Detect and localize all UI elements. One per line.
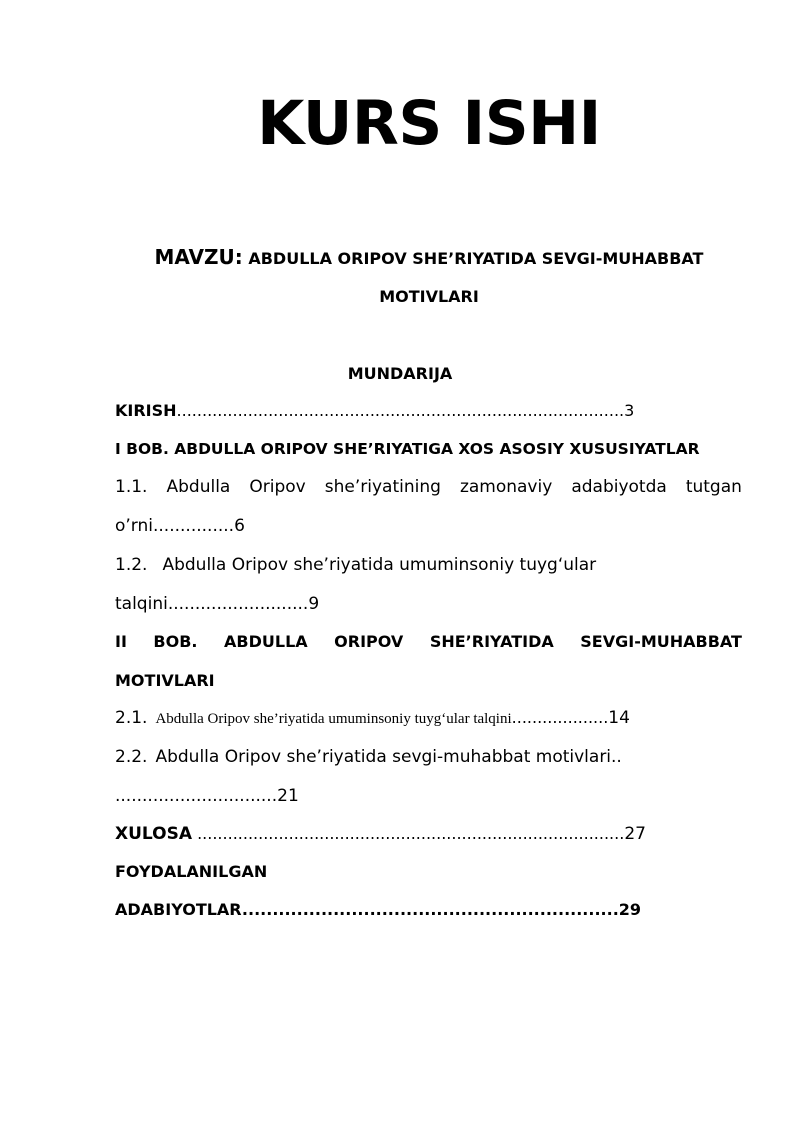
toc-chapter-2-heading-line-2: MOTIVLARI [115, 671, 215, 690]
toc-page-number: 27 [624, 824, 646, 844]
toc-entry-number: 2.2. [115, 747, 148, 767]
toc-word: Oripov [249, 477, 306, 497]
toc-entry-1-1-line-1 [115, 477, 742, 497]
toc-word: ORIPOV [334, 632, 404, 651]
toc-word: SHE’RIYATIDA [429, 632, 554, 651]
toc-word: ABDULLA [224, 632, 308, 651]
toc-chapter-1-heading: I BOB. ABDULLA ORIPOV SHE’RIYATIGA XOS ASOSIY XUSUSIYATLAR [115, 440, 700, 458]
topic-line-1 [0, 245, 800, 269]
toc-entry-text: Abdulla Oripov she’riyatida umuminsoniy tuyg‘ular talqini [155, 711, 512, 727]
toc-word: BOB. [153, 632, 198, 651]
toc-dots: .......................... [167, 594, 309, 614]
toc-heading: MUNDARIJA [347, 364, 453, 383]
toc-entry-text: o’rni [115, 516, 153, 536]
toc-page-number: 3 [624, 401, 635, 420]
toc-dots: ................... [511, 708, 609, 727]
topic-line-2: MOTIVLARI [379, 287, 479, 306]
toc-entry-references-line-2 [115, 900, 641, 919]
toc-page-number: 9 [308, 594, 320, 614]
toc-word: zamonaviy [459, 477, 553, 497]
toc-dots: ........................................................................................ [176, 401, 625, 420]
toc-page-number: 14 [608, 708, 630, 728]
toc-entry-text: talqini [115, 594, 168, 614]
toc-word: tutgan [685, 477, 742, 497]
toc-entry-2-2-line-2 [115, 786, 299, 806]
toc-entry-2-2-line-1 [115, 747, 622, 767]
toc-word: SEVGI-MUHABBAT [580, 632, 742, 651]
toc-entry-xulosa [115, 824, 646, 844]
document-title: KURS ISHI [257, 88, 601, 159]
topic-label: MAVZU: [154, 245, 243, 269]
toc-word: II [115, 632, 127, 651]
toc-entry-references-line-1: FOYDALANILGAN [115, 862, 268, 881]
toc-chapter-2-heading-line-1 [115, 632, 742, 651]
topic-text: ABDULLA ORIPOV SHE’RIYATIDA SEVGI-MUHABBAT [242, 249, 704, 268]
toc-entry-number: 1.2. [115, 555, 148, 575]
toc-entry-1-1-line-2 [115, 516, 245, 536]
toc-word: Abdulla [166, 477, 231, 497]
toc-entry-1-2-line-2 [115, 594, 319, 614]
toc-entry-label: KIRISH [115, 401, 177, 420]
toc-entry-1-2-line-1 [115, 555, 596, 575]
toc-entry-label: ADABIYOTLAR [115, 900, 242, 919]
toc-entry-number: 2.1. [115, 708, 148, 728]
toc-entry-text: Abdulla Oripov she’riyatida umuminsoniy tuyg‘ular [162, 555, 597, 575]
toc-entry-label: XULOSA [115, 824, 192, 844]
toc-dots: .............................. [115, 786, 278, 806]
toc-dots: .............................................................. [241, 900, 619, 919]
toc-word: she’riyatining [324, 477, 441, 497]
toc-page-number: 29 [618, 900, 642, 919]
toc-dots: ............... [153, 516, 235, 536]
toc-entry-text: Abdulla Oripov she’riyatida sevgi-muhabbat motivlari.. [155, 747, 622, 767]
toc-page-number: 6 [234, 516, 245, 536]
toc-page-number: 21 [277, 786, 299, 806]
toc-dots: .................................................................................... [192, 824, 625, 843]
toc-entry-kirish [115, 401, 634, 420]
toc-entry-2-1 [115, 708, 630, 728]
toc-entry-number: 1.1. [115, 477, 148, 497]
toc-word: adabiyotda [571, 477, 667, 497]
